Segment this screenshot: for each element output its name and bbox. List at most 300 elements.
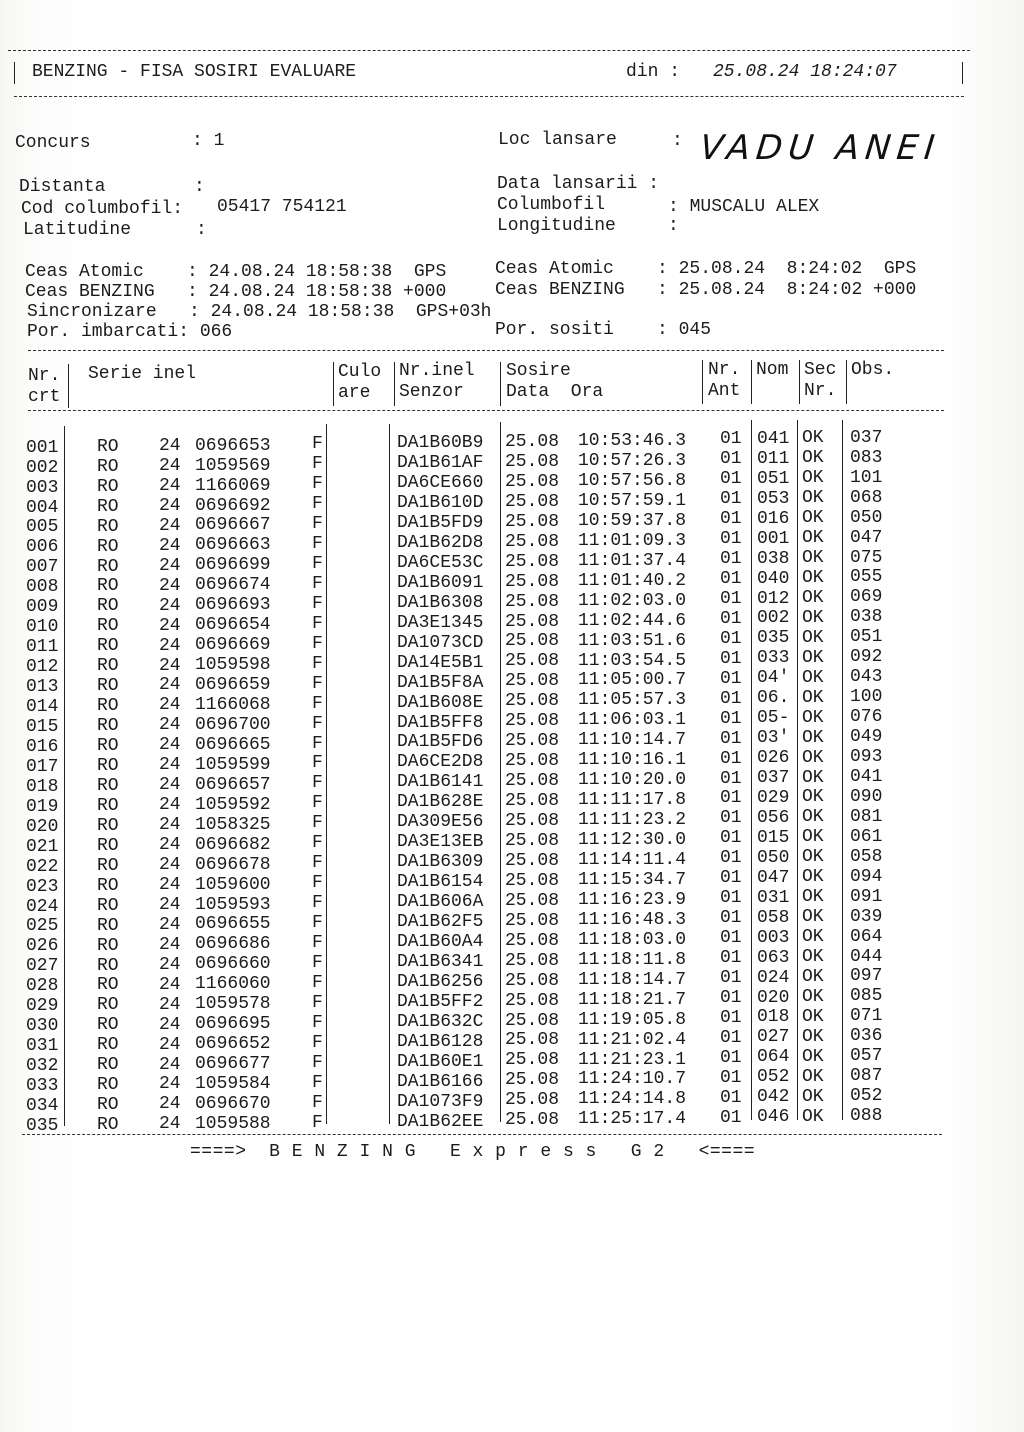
por-sositi: Por. sositi : 045 [495,320,712,340]
cell-obs: 047 [850,527,883,548]
cell-sex: F [312,833,323,854]
cell-nom: 016 [757,508,790,529]
cell-year: 24 [159,755,181,776]
cell-nr-ant: 01 [720,469,742,490]
concurs-value: : 1 [192,131,225,151]
cell-ring: 0696686 [195,934,271,955]
cell-ring: 1059569 [195,455,271,476]
cell-country: RO [97,656,119,677]
cell-ring: 0696674 [195,575,271,596]
cell-nr-ant: 01 [720,987,742,1008]
cell-sec: OK [802,907,824,928]
cell-sex: F [312,773,323,794]
cell-nr-ant: 01 [720,449,742,470]
cell-sex: F [312,1072,323,1093]
col-head-inel: Nr.inel [399,361,475,381]
cell-nr-ant: 01 [720,668,742,689]
cell-nom: 041 [757,428,790,449]
cell-country: RO [97,835,119,856]
cell-nr-crt: 021 [26,836,59,857]
cell-senzor: DA1B610D [397,493,484,514]
cell-ring: 0696695 [195,1014,271,1035]
cell-senzor: DA3E1345 [397,612,484,633]
cell-nom: 042 [757,1087,790,1108]
cell-sec: OK [802,687,824,708]
cell-obs: 093 [850,747,883,767]
cell-nom: 056 [757,807,790,828]
cell-nr-ant: 01 [720,768,742,789]
cell-obs: 083 [850,447,883,468]
cell-date: 25.08 [505,870,560,891]
cell-date: 25.08 [505,471,560,492]
cell-ring: 1166068 [195,695,271,715]
cell-ring: 0696663 [195,535,271,556]
cell-ring: 1059598 [195,655,271,676]
cell-time: 11:12:30.0 [578,830,687,851]
cell-year: 24 [159,835,181,856]
cell-nom: 035 [757,628,790,649]
cell-ring: 0696693 [195,595,271,616]
cell-obs: 090 [850,786,883,807]
longitudine-value: : [668,216,679,236]
cell-time: 11:21:02.4 [578,1029,687,1050]
cell-senzor: DA1B6141 [397,772,484,793]
cell-sex: F [312,713,323,734]
cell-obs: 036 [850,1026,883,1047]
cell-sex: F [312,593,323,614]
cell-senzor: DA1B6308 [397,592,484,613]
cell-obs: 051 [850,627,883,648]
cell-country: RO [97,576,119,597]
cell-country: RO [97,476,119,497]
cell-senzor: DA6CE2D8 [397,752,484,773]
cell-date: 25.08 [505,890,560,911]
header-top-rule [8,50,970,51]
cell-nr-crt: 013 [26,677,59,698]
distanta-value: : [194,177,205,197]
cell-senzor: DA1B5FF8 [397,712,484,733]
cell-sec: OK [802,1066,824,1087]
cell-ring: 0696667 [195,515,271,536]
cell-sec: OK [802,548,824,569]
cell-nr-crt: 035 [26,1115,59,1136]
cell-sex: F [312,693,323,714]
cell-nr-crt: 024 [26,896,59,917]
cell-time: 11:18:03.0 [578,929,687,950]
cell-country: RO [97,955,119,976]
cell-sec: OK [802,647,824,668]
cell-obs: 037 [850,427,883,448]
cell-time: 11:05:00.7 [578,670,687,691]
cell-nr-ant: 01 [720,1087,742,1108]
cell-time: 11:01:37.4 [578,550,687,571]
cell-year: 24 [159,635,181,656]
cell-obs: 050 [850,507,883,528]
cell-sec: OK [802,448,824,469]
cell-nom: 06. [757,688,790,709]
cell-year: 24 [159,695,181,716]
cell-sec: OK [802,1026,824,1047]
cell-country: RO [97,855,119,876]
cell-country: RO [97,1035,119,1056]
print-datetime: 25.08.24 18:24:07 [713,62,897,82]
cell-ring: 0696652 [195,1034,271,1055]
cell-nr-crt: 019 [26,796,59,817]
cell-year: 24 [159,575,181,596]
cell-obs: 041 [850,766,883,787]
cell-ring: 1059599 [195,754,271,775]
cell-nom: 003 [757,927,790,948]
cell-nr-ant: 01 [720,509,742,530]
cell-nom: 038 [757,548,790,569]
cell-country: RO [97,975,119,996]
cell-sec: OK [802,927,824,948]
cell-country: RO [97,596,119,617]
cell-date: 25.08 [505,930,560,951]
cell-nr-crt: 028 [26,976,59,997]
cell-sec: OK [802,847,824,868]
cell-nr-crt: 023 [26,876,59,897]
cell-nom: 001 [757,528,790,549]
cell-year: 24 [159,1014,181,1035]
cell-senzor: DA1B5FD9 [397,513,484,534]
cell-date: 25.08 [505,950,560,971]
col-head-culo: Culo [338,362,382,382]
table-bottom-rule [22,1134,942,1135]
cell-nom: 024 [757,967,790,988]
cell-nr-ant: 01 [720,588,742,609]
cell-year: 24 [159,495,181,516]
cell-nr-ant: 01 [720,628,742,649]
cell-nr-crt: 005 [26,517,59,538]
cell-nr-ant: 01 [720,928,742,949]
cell-obs: 043 [850,667,883,688]
cell-ring: 0696660 [195,954,271,975]
cell-date: 25.08 [505,751,560,772]
cell-sex: F [312,972,323,993]
cell-nr-ant: 01 [720,429,742,450]
cell-nr-crt: 030 [26,1016,59,1037]
cell-nr-ant: 01 [720,808,742,829]
cell-nom: 053 [757,488,790,509]
cell-nom: 026 [757,748,790,769]
cell-nom: 033 [757,648,790,669]
cell-sex: F [312,733,323,754]
cell-nom: 020 [757,987,790,1008]
head-sep-5 [702,360,703,404]
cell-sec: OK [802,867,824,888]
cell-time: 11:06:03.1 [578,710,687,731]
cell-year: 24 [159,615,181,636]
cell-nr-crt: 033 [26,1076,59,1097]
cell-country: RO [97,536,119,557]
cell-year: 24 [159,795,181,816]
cell-nom: 011 [757,448,790,469]
cell-year: 24 [159,855,181,876]
cell-date: 25.08 [505,811,560,831]
cell-nr-ant: 01 [720,648,742,669]
cell-country: RO [97,1115,119,1136]
cell-sex: F [312,613,323,634]
head-sep-8 [846,360,847,404]
cell-nr-crt: 008 [26,577,59,598]
cell-obs: 101 [850,467,883,488]
cell-sec: OK [802,607,824,628]
cell-senzor: DA1B60A4 [397,931,484,952]
cell-year: 24 [159,475,181,496]
cell-nom: 027 [757,1027,790,1048]
cell-year: 24 [159,1054,181,1075]
cell-country: RO [97,1075,119,1096]
cell-nr-ant: 01 [720,788,742,809]
cell-nom: 012 [757,588,790,609]
cell-country: RO [97,815,119,836]
cell-senzor: DA1B632C [397,1011,484,1032]
cell-time: 10:57:56.8 [578,470,687,491]
cell-country: RO [97,875,119,896]
cell-obs: 052 [850,1086,883,1107]
cell-ring: 1059578 [195,994,271,1015]
cell-obs: 091 [850,886,883,907]
cell-ring: 0696655 [195,914,271,935]
cell-nr-ant: 01 [720,529,742,550]
cell-time: 10:59:37.8 [578,510,687,531]
cell-nr-crt: 031 [26,1036,59,1057]
cell-ring: 1059584 [195,1074,271,1095]
cell-sex: F [312,474,323,495]
cell-sex: F [312,913,323,934]
cell-nr-ant: 01 [720,608,742,629]
distanta-label: Distanta [19,177,106,197]
din-label: din : [626,62,681,82]
cell-sex: F [312,434,323,455]
cell-country: RO [97,1015,119,1036]
cell-time: 11:11:23.2 [578,810,687,831]
cell-time: 11:03:51.6 [578,630,687,651]
cell-country: RO [97,756,119,777]
cell-nr-crt: 001 [26,437,59,458]
cell-obs: 092 [850,647,883,668]
cell-nr-crt: 018 [26,776,59,797]
loc-lansare-label: Loc lansare [498,130,617,150]
cell-date: 25.08 [505,1090,560,1111]
cell-obs: 069 [850,587,883,608]
cell-ring: 0696678 [195,854,271,875]
cell-nr-ant: 01 [720,968,742,989]
cell-year: 24 [159,775,181,796]
cell-sec: OK [802,807,824,828]
cell-nr-crt: 007 [26,557,59,578]
cell-sex: F [312,893,323,914]
cell-country: RO [97,716,119,737]
cell-year: 24 [159,1074,181,1095]
cell-year: 24 [159,1114,181,1135]
cell-sex: F [312,992,323,1013]
cell-nom: 040 [757,568,790,589]
cell-nom: 046 [757,1107,790,1128]
cell-ring: 0696669 [195,635,271,656]
col-head-data-ora: Data Ora [506,382,604,402]
cell-year: 24 [159,954,181,975]
cell-nr-ant: 01 [720,1047,742,1068]
cell-nr-ant: 01 [720,868,742,889]
cod-columbofil-label: Cod columbofil: [21,199,184,219]
cell-obs: 039 [850,906,883,927]
cell-obs: 085 [850,986,883,1007]
col-head-ant: Ant [708,381,741,401]
cell-nom: 064 [757,1047,790,1068]
cell-nr-ant: 01 [720,908,742,929]
cell-country: RO [97,775,119,796]
cell-sex: F [312,952,323,973]
cell-year: 24 [159,515,181,536]
cell-ring: 0696657 [195,774,271,795]
cell-nr-crt: 022 [26,856,59,877]
table-top-rule [28,350,944,351]
cell-year: 24 [159,456,181,477]
cell-obs: 044 [850,946,883,967]
cell-nr-crt: 032 [26,1056,59,1077]
cell-nr-crt: 011 [26,637,59,658]
loc-lansare-colon: : [672,131,683,151]
cell-date: 25.08 [505,990,560,1011]
cell-sec: OK [802,1006,824,1027]
cell-date: 25.08 [505,1010,560,1031]
cell-obs: 057 [850,1046,883,1067]
cell-senzor: DA1B5FD6 [397,732,484,753]
cell-date: 25.08 [505,1070,560,1091]
cell-nr-ant: 01 [720,948,742,969]
cell-time: 11:18:11.8 [578,949,687,970]
cell-obs: 087 [850,1066,883,1087]
cell-nr-crt: 017 [26,756,59,777]
benzing-footer: ====> B E N Z I N G E x p r e s s G 2 <==== [190,1142,756,1162]
cell-nom: 063 [757,947,790,968]
cell-year: 24 [159,535,181,556]
cell-nr-crt: 014 [26,697,59,718]
cell-senzor: DA1B62EE [397,1111,484,1132]
head-sep-7 [799,360,800,404]
cell-senzor: DA1073F9 [397,1091,484,1112]
cell-date: 25.08 [505,711,560,732]
header-left-bar [14,62,15,84]
cell-nom: 04' [757,668,790,689]
cell-nom: 052 [757,1067,790,1088]
head-sep-3 [394,362,395,406]
cell-obs: 100 [850,687,883,708]
cell-senzor: DA1B62F5 [397,912,484,933]
cell-country: RO [97,496,119,517]
cell-senzor: DA1B62D8 [397,532,484,553]
cell-sex: F [312,454,323,475]
cell-nr-ant: 01 [720,549,742,570]
report-title: BENZING - FISA SOSIRI EVALUARE [32,62,357,82]
ceas-benzing-left: Ceas BENZING : 24.08.24 18:58:38 +000 [25,282,447,302]
cell-time: 11:01:09.3 [578,530,687,551]
cell-time: 11:14:11.4 [578,850,687,871]
cell-date: 25.08 [505,970,560,991]
cell-date: 25.08 [505,791,560,812]
cell-senzor: DA1073CD [397,632,484,653]
cell-sec: OK [802,528,824,549]
cell-sec: OK [802,707,824,728]
cell-nr-crt: 010 [26,617,59,638]
cell-nr-ant: 01 [720,728,742,749]
cell-nr-ant: 01 [720,828,742,849]
cell-date: 25.08 [505,591,560,612]
ceas-atomic-left: Ceas Atomic : 24.08.24 18:58:38 GPS [25,262,447,282]
cell-time: 11:24:14.8 [578,1089,687,1110]
col-head-sosire: Sosire [506,361,571,381]
cell-senzor: DA1B628E [397,792,484,813]
cell-senzor: DA14E5B1 [397,652,484,673]
cell-sex: F [312,1092,323,1113]
cell-year: 24 [159,914,181,935]
cell-senzor: DA3E13EB [397,832,484,853]
cell-obs: 071 [850,1006,883,1027]
cell-year: 24 [159,555,181,576]
cell-time: 11:10:16.1 [578,750,687,771]
longitudine-label: Longitudine [497,216,616,236]
cell-time: 10:53:46.3 [578,431,687,452]
cell-nr-ant: 01 [720,1007,742,1028]
cell-nr-crt: 026 [26,936,59,957]
cell-time: 11:01:40.2 [578,570,687,591]
cell-ring: 0696665 [195,734,271,755]
cell-date: 25.08 [505,611,560,632]
header-right-bar [962,62,963,84]
cell-nr-ant: 01 [720,888,742,909]
cell-sec: OK [802,947,824,968]
cell-ring: 0696677 [195,1054,271,1075]
cell-senzor: DA1B606A [397,892,484,913]
cell-year: 24 [159,595,181,616]
cell-nr-ant: 01 [720,489,742,510]
cell-date: 25.08 [505,551,560,572]
cell-nom: 029 [757,788,790,809]
cell-sec: OK [802,508,824,529]
cell-sex: F [312,1012,323,1033]
cell-ring: 1059593 [195,894,271,915]
cell-sex: F [312,494,323,515]
cell-sec: OK [802,1106,824,1127]
cell-nr-crt: 015 [26,716,59,737]
table-header-rule [28,410,944,411]
cell-ring: 1166060 [195,974,271,995]
cell-date: 25.08 [505,731,560,752]
cell-nr-crt: 012 [26,657,59,678]
cell-year: 24 [159,934,181,955]
ceas-atomic-right: Ceas Atomic : 25.08.24 8:24:02 GPS [495,259,917,279]
cell-obs: 068 [850,487,883,508]
cell-time: 10:57:59.1 [578,490,687,511]
cell-sex: F [312,553,323,574]
cell-senzor: DA1B6091 [397,572,484,593]
cell-time: 11:16:48.3 [578,909,687,930]
head-sep-4 [500,362,501,406]
cell-time: 11:25:17.4 [578,1109,687,1130]
cell-nr-crt: 034 [26,1096,59,1117]
cell-date: 25.08 [505,1110,560,1131]
cell-country: RO [97,516,119,537]
cell-country: RO [97,636,119,657]
col-head-sec-nr: Nr. [804,381,837,401]
cell-date: 25.08 [505,850,560,871]
cell-sex: F [312,873,323,894]
cell-time: 11:10:20.0 [578,770,687,791]
cell-country: RO [97,1055,119,1076]
loc-lansare-handwritten: VADU ANEI [697,128,943,168]
